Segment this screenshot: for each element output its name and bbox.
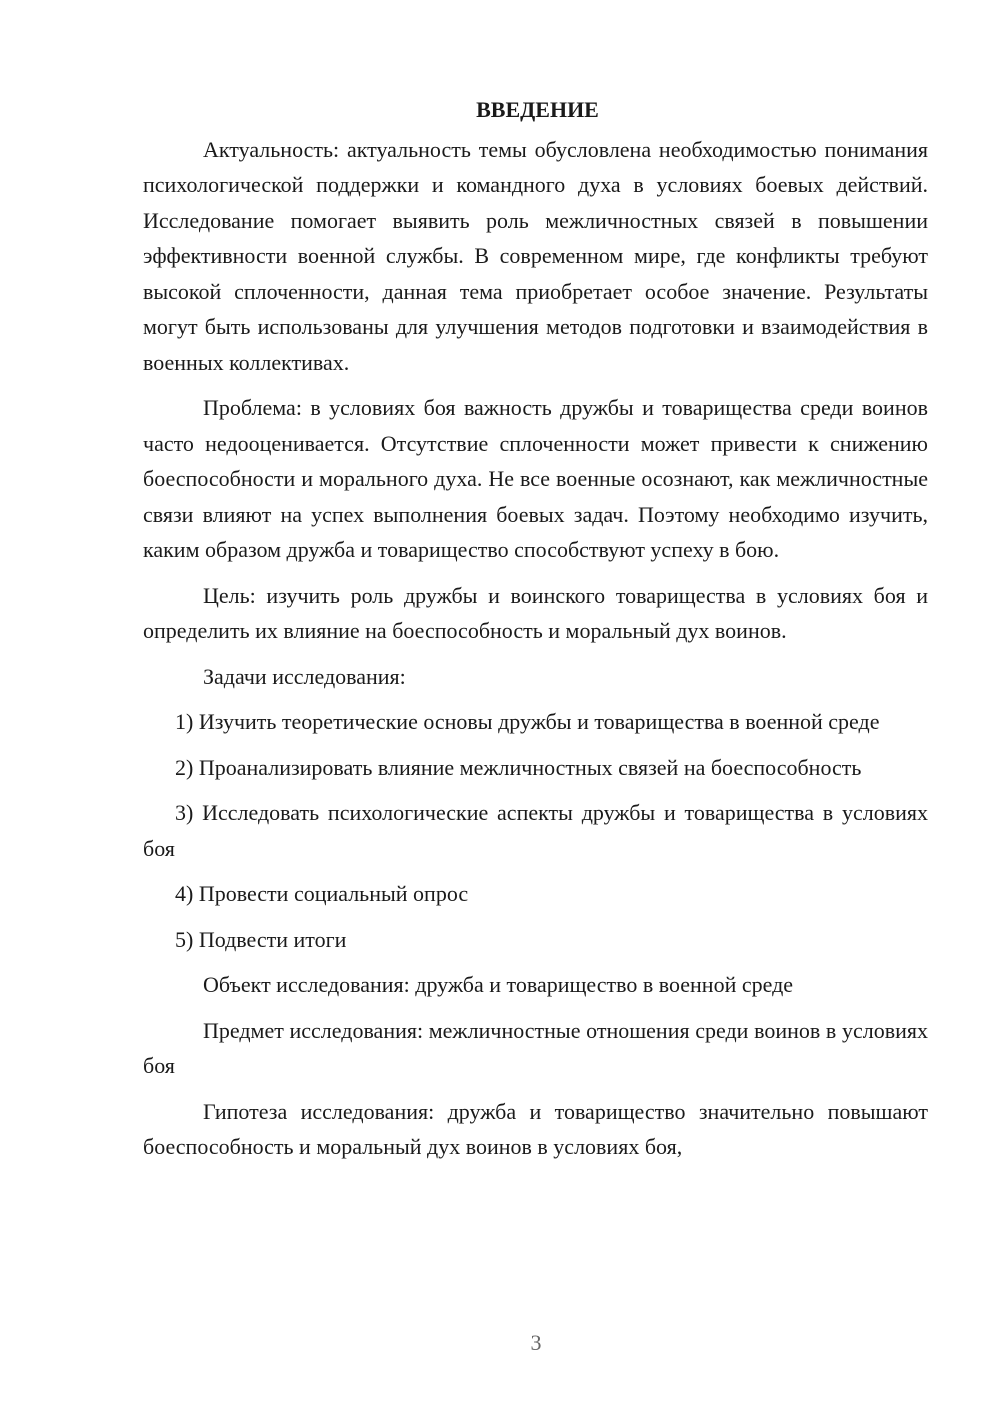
paragraph-problem: Проблема: в условиях боя важность дружбы и товарищества среди воинов часто недооценивается. Отсутствие сплоченности может привести к снижению боеспособности и морального духа. Не все военные осознают, как межличностные связи влияют на успех выполнения боевых задач. Поэтому необходимо изучить, каким образом дружба и товарищество способствуют успеху в бою. xyxy=(143,395,928,562)
task-item-3: 3) Исследовать психологические аспекты дружбы и товарищества в условиях боя xyxy=(143,800,928,861)
paragraph-object: Объект исследования: дружба и товарищество в военной среде xyxy=(203,972,794,997)
paragraph-tasks-heading: Задачи исследования: xyxy=(203,663,406,689)
paragraph-goal: Цель: изучить роль дружбы и воинского товарищества в условиях боя и определить их влияние на боеспособность и моральный дух воинов. xyxy=(143,582,928,643)
task-item-4: 4) Провести социальный опрос xyxy=(175,881,469,906)
paragraph-relevance: Актуальность: актуальность темы обусловлена необходимостью понимания психологической поддержки и командного духа в условиях боевых действий. Исследование помогает выявить роль межличностных связей в повышении эффективности военной службы. В современном мире, где конфликты требуют высокой сплоченности, данная тема приобретает особое значение. Результаты могут быть использованы для улучшения методов подготовки и взаимодействия в военных коллективах. xyxy=(143,136,928,375)
paragraph-subject: Предмет исследования: межличностные отношения среди воинов в условиях боя xyxy=(143,1017,928,1078)
task-item-5: 5) Подвести итоги xyxy=(175,926,347,952)
task-item-2: 2) Проанализировать влияние межличностных связей на боеспособность xyxy=(175,754,862,780)
paragraph-hypothesis: Гипотеза исследования: дружба и товарищество значительно повышают боеспособность и моральный дух воинов в условиях боя, xyxy=(143,1098,928,1159)
document-page xyxy=(143,92,928,1175)
section-title: ВВЕДЕНИЕ xyxy=(476,97,599,122)
page-number: 3 xyxy=(530,1330,542,1355)
task-item-1: 1) Изучить теоретические основы дружбы и товарищества в военной среде xyxy=(175,709,880,734)
